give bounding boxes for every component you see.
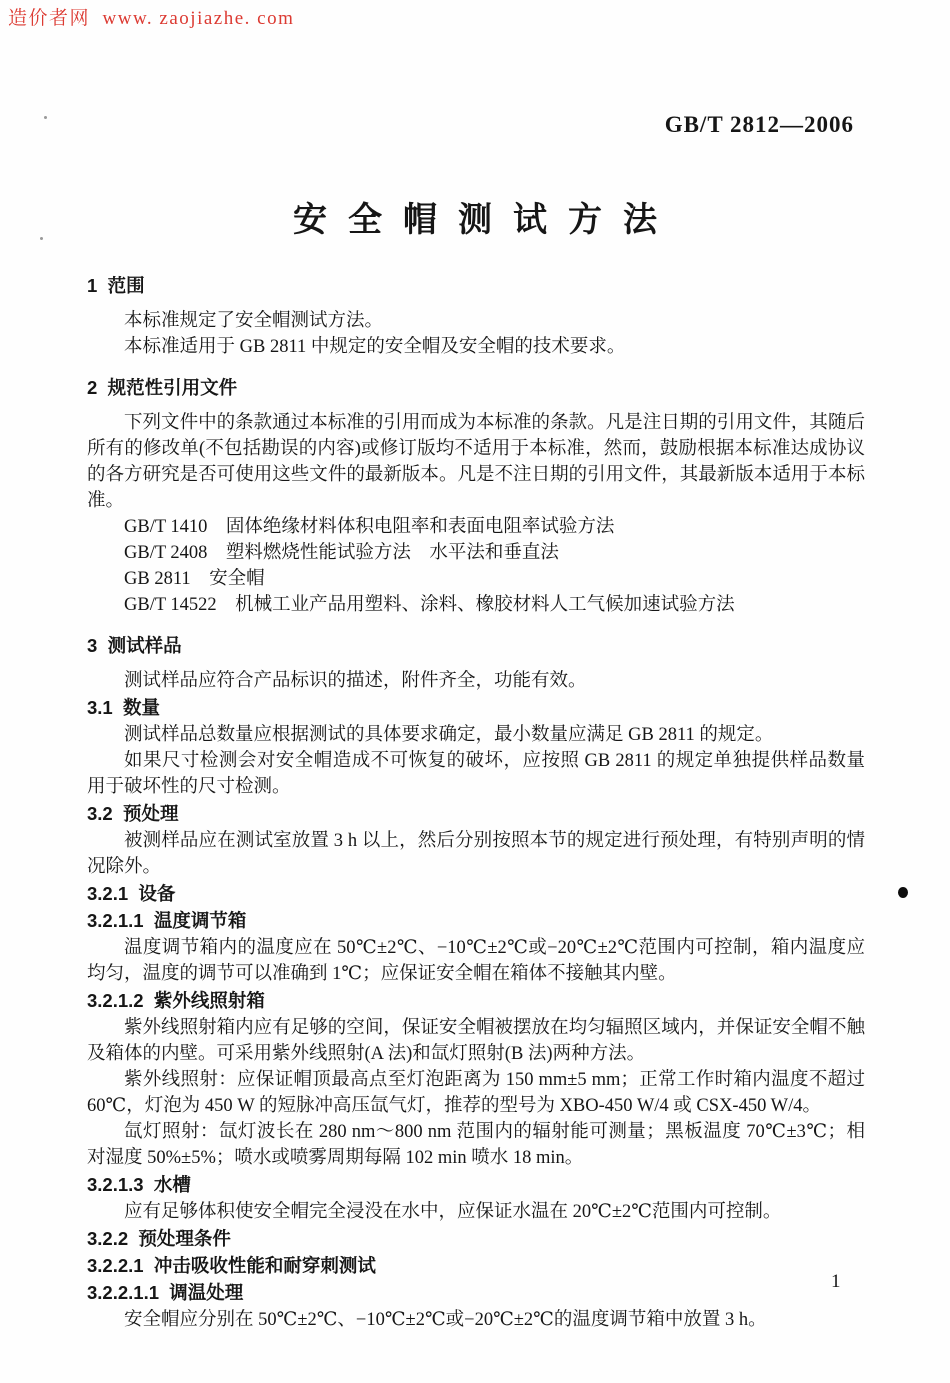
scan-artifact-speck bbox=[44, 116, 47, 119]
paragraph: 本标准适用于 GB 2811 中规定的安全帽及安全帽的技术要求。 bbox=[124, 337, 626, 357]
site-watermark: 造价者网 www. zaojiazhe. com bbox=[8, 8, 295, 29]
reference-entry: GB 2811 安全帽 bbox=[124, 569, 265, 589]
reference-entry: GB/T 1410 固体绝缘材料体积电阻率和表面电阻率试验方法 bbox=[124, 517, 615, 537]
page-number: 1 bbox=[831, 1271, 841, 1292]
document-title: 安全帽测试方法 bbox=[293, 201, 678, 239]
reference-entry: GB/T 14522 机械工业产品用塑料、涂料、橡胶材料人工气候加速试验方法 bbox=[124, 595, 735, 615]
section-heading: 3.2.1.2 紫外线照射箱 bbox=[87, 990, 265, 1011]
section-heading: 3.2.1.3 水槽 bbox=[87, 1174, 191, 1195]
paragraph: 下列文件中的条款通过本标准的引用而成为本标准的条款。凡是注日期的引用文件，其随后所有的修改单(不包括勘误的内容)或修订版均不适用于本标准，然而，鼓励根据本标准达成协议的各方研究是否可使用这些文件的最新版本。凡是不注日期的引用文件，其最新版本适用于本标准。 bbox=[87, 413, 865, 511]
paragraph: 如果尺寸检测会对安全帽造成不可恢复的破坏，应按照 GB 2811 的规定单独提供样品数量用于破坏性的尺寸检测。 bbox=[87, 751, 865, 797]
section-heading: 3.2.2 预处理条件 bbox=[87, 1228, 231, 1249]
document-content bbox=[87, 273, 870, 1333]
standard-number: GB/T 2812—2006 bbox=[664, 112, 854, 137]
paragraph: 应有足够体积使安全帽完全浸没在水中，应保证水温在 20℃±2℃范围内可控制。 bbox=[124, 1202, 782, 1222]
reference-entry: GB/T 2408 塑料燃烧性能试验方法 水平法和垂直法 bbox=[124, 543, 559, 563]
paragraph: 被测样品应在测试室放置 3 h 以上，然后分别按照本节的规定进行预处理，有特别声明的情况除外。 bbox=[87, 831, 865, 877]
section-heading: 3.2.2.1 冲击吸收性能和耐穿刺测试 bbox=[87, 1255, 376, 1276]
section-heading: 3.2.2.1.1 调温处理 bbox=[87, 1282, 244, 1303]
paragraph: 紫外线照射：应保证帽顶最高点至灯泡距离为 150 mm±5 mm；正常工作时箱内温度不超过 60℃，灯泡为 450 W 的短脉冲高压氙气灯，推荐的型号为 XBO-450 W/4 或 CSX-450 W/4。 bbox=[87, 1070, 870, 1116]
section-heading: 3.2 预处理 bbox=[87, 803, 179, 824]
paragraph: 氙灯照射：氙灯波长在 280 nm～800 nm 范围内的辐射能可测量；黑板温度 70℃±3℃；相对湿度 50%±5%；喷水或喷雾周期每隔 102 min 喷水 18 min。 bbox=[87, 1122, 865, 1168]
paragraph: 紫外线照射箱内应有足够的空间，保证安全帽被摆放在均匀辐照区域内，并保证安全帽不触及箱体的内壁。可采用紫外线照射(A 法)和氙灯照射(B 法)两种方法。 bbox=[87, 1018, 865, 1064]
paragraph: 测试样品总数量应根据测试的具体要求确定，最小数量应满足 GB 2811 的规定。 bbox=[124, 725, 774, 745]
paragraph: 测试样品应符合产品标识的描述，附件齐全，功能有效。 bbox=[124, 671, 587, 691]
scan-artifact-dot bbox=[898, 887, 908, 898]
section-heading: 3.2.1.1 温度调节箱 bbox=[87, 910, 247, 931]
paragraph: 本标准规定了安全帽测试方法。 bbox=[124, 311, 384, 331]
paragraph: 温度调节箱内的温度应在 50℃±2℃、−10℃±2℃或−20℃±2℃范围内可控制，箱内温度应均匀，温度的调节可以准确到 1℃；应保证安全帽在箱体不接触其内壁。 bbox=[87, 938, 865, 984]
paragraph: 安全帽应分别在 50℃±2℃、−10℃±2℃或−20℃±2℃的温度调节箱中放置 3 h。 bbox=[124, 1310, 767, 1330]
section-heading: 3.2.1 设备 bbox=[87, 883, 176, 904]
section-heading: 3 测试样品 bbox=[87, 635, 182, 656]
scan-artifact-speck bbox=[40, 237, 43, 240]
section-heading: 3.1 数量 bbox=[87, 697, 160, 718]
section-heading: 2 规范性引用文件 bbox=[87, 377, 238, 398]
section-heading: 1 范围 bbox=[87, 275, 145, 296]
